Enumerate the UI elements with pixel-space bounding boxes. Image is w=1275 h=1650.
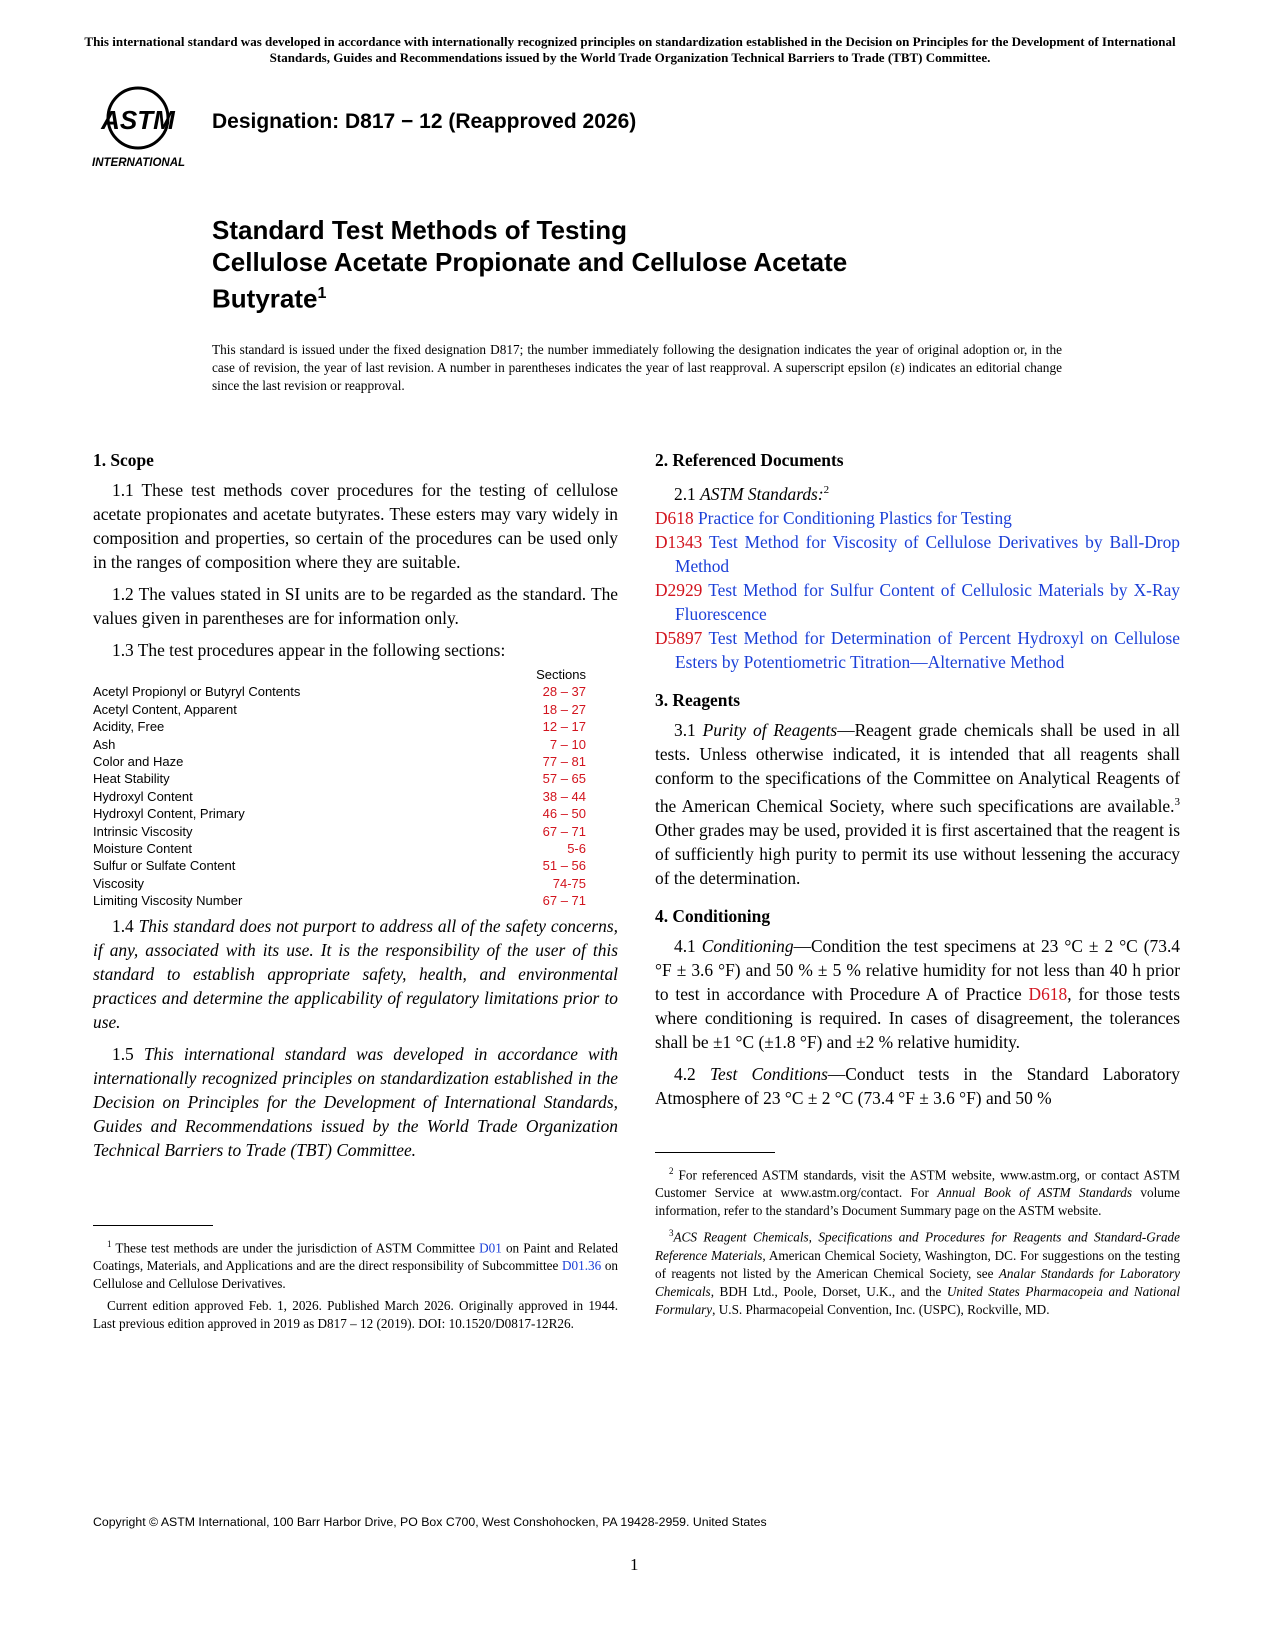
ref-d5897[interactable]: D5897 Test Method for Determination of Percent Hydroxyl on Cellulose Esters by Potentiometric Titration—Alternative Method — [655, 627, 1180, 672]
designation: Designation: D817 − 12 (Reapproved 2026) — [212, 110, 637, 133]
footnote-rule-right — [655, 1152, 775, 1153]
table-row: Acidity, Free 12 – 17 — [93, 719, 586, 735]
reagents-3-1: 3.1 Purity of Reagents—Reagent grade chemicals shall be used in all tests. Unless otherwise indicated, it is intended that all reagents shall conform to the specifications of the Committee on Analytical Reagents of the American Chemical Society, where such specifications are available.$^3$ Other grades may be used, provided it is first ascertained that the reagent is of sufficiently high purity to permit its use without lessening the accuracy of the determination. — [655, 719, 1181, 888]
title-line-2: Cellulose Acetate Propionate and Cellulose Acetate — [212, 247, 848, 277]
footnote-rule-left — [93, 1225, 213, 1226]
table-row: Color and Haze 77 – 81 — [93, 754, 586, 770]
table-row: Intrinsic Viscosity 67 – 71 — [93, 823, 586, 839]
reagents-heading: 3. Reagents — [655, 689, 741, 710]
conditioning-4-1: 4.1 Conditioning—Condition the test specimens at 23 °C ± 2 °C (73.4 °F ± 3.6 °F) and 50 % ± 5 % relative humidity for not less than 40 h prior to test in accordance with Procedure A of Practice D618, for those tests where conditioning is required. In cases of disagreement, the tolerances shall be ±1 °C (±1.8 °F) and ±2 % relative humidity. — [655, 935, 1180, 1052]
scope-1-3: 1.3 The test procedures appear in the following sections: — [112, 640, 506, 660]
astm-logo — [92, 82, 196, 172]
table-row: Acetyl Propionyl or Butyryl Contents 28 – 37 — [93, 684, 586, 700]
link-d01-36[interactable]: D01.36 — [562, 1258, 602, 1274]
logo-caption: INTERNATIONAL — [92, 157, 186, 169]
sections-table — [93, 666, 586, 910]
footnote-1: $^1$ These test methods are under the jurisdiction of ASTM Committee D01 on Paint and Related Coatings, Materials, and Applications and are the direct responsibility of Subcommittee D01.36 on Cellulose and Cellulose Derivatives. Current edition approved Feb. 1, 2026. Published March 2026. Originally approved in 1944. Last previous edition approved in 2019 as D817 – 12 (2019). DOI: 10.1520/D0817-12R26. — [93, 1239, 619, 1332]
scope-1-4: 1.4 This standard does not purport to address all of the safety concerns, if any, associated with its use. It is the responsibility of the user of this standard to establish appropriate safety, health, and environmental practices and determine the applicability of regulatory limitations prior to use. — [93, 915, 618, 1032]
page-number: 1 — [630, 1555, 639, 1574]
ref-d2929[interactable]: D2929 Test Method for Sulfur Content of Cellulosic Materials by X-Ray Fluorescence — [655, 579, 1180, 624]
table-row: Limiting Viscosity Number 67 – 71 — [93, 893, 586, 909]
table-row: Ash 7 – 10 — [93, 736, 586, 752]
scope-1-2: 1.2 The values stated in SI units are to be regarded as the standard. The values given in parentheses are for information only. — [93, 584, 618, 628]
astm-standards-label: 2.1 ASTM Standards:$^2$ — [674, 483, 830, 504]
ref-d1343[interactable]: D1343 Test Method for Viscosity of Cellulose Derivatives by Ball-Drop Method — [655, 531, 1180, 576]
scope-1-1: 1.1 These test methods cover procedures for the testing of cellulose acetate propionates and acetate butyrates. These esters may vary widely in composition and properties, so certain of the procedures can be used only in the ranges of composition where they are suitable. — [93, 480, 618, 572]
right-column — [655, 448, 1180, 1118]
issued-note: This standard is issued under the fixed designation D817; the number immediately following the designation indicates the year of original adoption or, in the case of revision, the year of last revision. A number in parentheses indicates the year of last reapproval. A superscript epsilon (ε) indicates an editorial change since the last revision or reapproval. — [212, 342, 1062, 393]
logo-letters: ASTM — [101, 105, 175, 135]
footnote-2-3: $^2$ For referenced ASTM standards, visit the ASTM website, www.astm.org, or contact ASTM Customer Service at www.astm.org/contact. For Annual Book of ASTM Standards volume information, refer to the standard’s Document Summary page on the ASTM website. $^3$ACS Reagent Chemicals, Specifications and Procedures for Reagents and Standard-Grade Reference Materials, American Chemical Society, Washington, DC. For suggestions on the testing of reagents not listed by the American Chemical Society, see Analar Standards for Laboratory Chemicals, BDH Ltd., Poole, Dorset, U.K., and the United States Pharmacopeia and National Formulary, U.S. Pharmacopeial Convention, Inc. (USPC), Rockville, MD. — [655, 1166, 1180, 1317]
conditioning-4-2: 4.2 Test Conditions—Conduct tests in the Standard Laboratory Atmosphere of 23 °C ± 2 °C (73.4 °F ± 3.6 °F) and 50 % — [655, 1063, 1180, 1108]
copyright: Copyright © ASTM International, 100 Barr Harbor Drive, PO Box C700, West Conshohocken, PA 19428-2959. United States — [93, 1515, 767, 1529]
table-row: Moisture Content 5-6 — [93, 841, 586, 857]
title-footnote-mark: 1 — [317, 285, 327, 302]
left-column — [93, 448, 618, 1170]
table-row: Acetyl Content, Apparent 18 – 27 — [93, 701, 586, 717]
table-row: Heat Stability 57 – 65 — [93, 771, 586, 787]
link-d01[interactable]: D01 — [479, 1240, 502, 1256]
table-row: Hydroxyl Content, Primary 46 – 50 — [93, 806, 586, 822]
table-row: Hydroxyl Content 38 – 44 — [93, 788, 586, 804]
table-row: Viscosity 74-75 — [93, 875, 586, 891]
title-line-1: Standard Test Methods of Testing — [212, 215, 628, 245]
sections-header: Sections — [536, 667, 586, 682]
scope-heading: 1. Scope — [93, 450, 154, 470]
document-title — [212, 214, 847, 315]
conditioning-heading: 4. Conditioning — [655, 905, 771, 926]
link-d618[interactable]: D618 — [1028, 983, 1068, 1004]
scope-1-5: 1.5 This international standard was developed in accordance with internationally recognized principles on standardization established in the Decision on Principles for the Development of International Standards, Guides and Recommendations issued by the World Trade Organization Technical Barriers to Trade (TBT) Committee. — [93, 1043, 618, 1160]
referenced-heading: 2. Referenced Documents — [655, 450, 844, 470]
table-row: Sulfur or Sulfate Content 51 – 56 — [93, 858, 586, 874]
ref-d618[interactable]: D618 Practice for Conditioning Plastics for Testing — [655, 507, 1012, 528]
title-line-3: Butyrate — [212, 283, 318, 314]
wto-notice: This international standard was developed in accordance with internationally recognized principles on standardization established in the Decision on Principles for the Development of International Standards, Guides and Recommendations issued by the World Trade Organization Technical Barriers to Trade (TBT) Committee. — [84, 34, 1176, 65]
